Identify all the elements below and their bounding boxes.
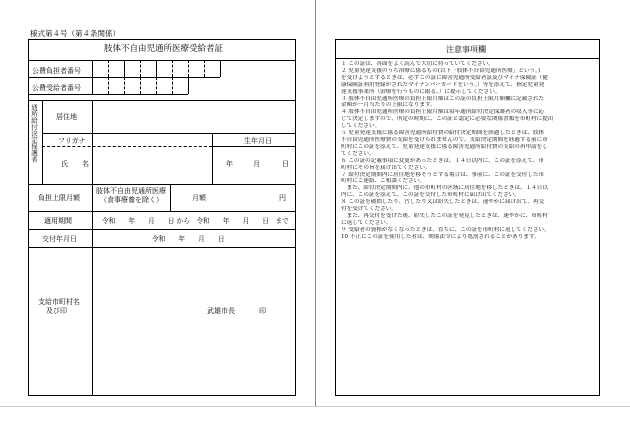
digit-cell xyxy=(108,60,109,77)
digit-cell xyxy=(220,60,221,77)
row-divider xyxy=(28,229,296,230)
digit-cell xyxy=(156,60,157,77)
page-bottom-edge xyxy=(0,406,630,407)
furigana-label: フリガナ xyxy=(58,137,86,145)
name-label: 氏 名 xyxy=(61,160,89,168)
issue-value: 令和 年 月 日 xyxy=(152,235,225,243)
notes-title: 注意事項欄 xyxy=(446,45,486,54)
row-divider xyxy=(28,247,296,248)
certificate-title: 肢体不自由児通所医療受給者証 xyxy=(104,44,224,54)
address-label: 居住地 xyxy=(56,113,77,121)
birth-year-label: 年 xyxy=(226,160,233,168)
note-line: に返してください。 xyxy=(341,219,392,226)
note-line: ９ 受給者の資格がなくなったときは、直ちに、この証を市町村に返してください。 xyxy=(341,226,550,233)
birth-month-label: 月 xyxy=(253,160,260,168)
col-divider xyxy=(212,133,213,184)
col-divider xyxy=(42,100,43,184)
monthly-label: 月額 xyxy=(192,194,206,202)
col-divider xyxy=(92,247,93,396)
row-divider xyxy=(42,133,296,134)
yen-label: 円 xyxy=(279,194,286,202)
limit-label: 負担上限月額 xyxy=(38,194,80,202)
municipality-label-line1: 支給市町村名 xyxy=(38,298,80,306)
digit-cell xyxy=(188,77,189,94)
digit-cell xyxy=(204,60,205,77)
recipient-number-label: 公費受給者番号 xyxy=(32,84,81,92)
note-line: ８ この証を破損したり、汚したり又は紛失したときは、速やかに届け出て、再交 xyxy=(341,199,545,206)
note-line: 町村にご連絡、ご相談ください。 xyxy=(341,178,425,185)
note-line: 達支援事業所（治療を行うものに限る。）に提示してください。 xyxy=(341,88,501,95)
note-line: 金額が一月当たりの上限になります。 xyxy=(341,102,436,109)
note-line: ３ 肢体不自由児通所医療の負担上限月額はこの証の負担上限月額欄に記載された xyxy=(341,95,545,102)
col-divider xyxy=(92,60,93,77)
note-line: てください。 xyxy=(341,150,375,157)
period-value: 令和 年 月 日 から 令和 年 月 日 まで xyxy=(102,217,289,225)
form-number: 様式第４号（第４条関係） xyxy=(30,29,120,38)
col-divider xyxy=(92,100,93,184)
note-line: じて決定しますので、所定の時期に、この証と認定に必要な関係書類を市町村に提出 xyxy=(341,116,554,123)
row-divider xyxy=(28,60,296,61)
notes-body xyxy=(341,61,595,241)
note-line: を受けようとするときは、必ずこの証に障害児通所受給者証及びマイナ保険証（健 xyxy=(341,74,548,81)
note-line: ７ 給付決定期間内に居住地を移そうとする場合は、事前に、この証を交付した市 xyxy=(341,171,545,178)
digit-cell xyxy=(156,77,157,94)
note-line: また、給付決定期間内に、他の市町村の区域に居住地を移したときは、１４日以 xyxy=(341,185,548,192)
digit-cell xyxy=(172,77,173,94)
digit-cell xyxy=(140,77,141,94)
note-line: 不自由児通所医療費の支給を受けられませんので、支給決定期間を経過する前に市 xyxy=(341,136,548,143)
guardian-section-label: 通所給付決定保護者 xyxy=(30,104,38,163)
municipality-label-line2: 及び印 xyxy=(46,307,67,315)
col-divider xyxy=(92,229,93,247)
period-label: 適用期間 xyxy=(44,217,72,225)
row-divider xyxy=(28,211,296,212)
seal-label: 印 xyxy=(259,307,266,315)
note-line: 町村にこの証を添えて、児童発達支援に係る障害児通所給付費の支給の再申請をし xyxy=(341,143,548,150)
note-line: 10 不正にこの証を使用した者は、関係法令により処罰されることがあります。 xyxy=(341,233,540,240)
digit-cell xyxy=(124,60,125,77)
digit-cell xyxy=(124,77,125,94)
note-line: ５ 児童発達支援に係る障害児通所給付費の給付決定期間を経過したときは、肢体 xyxy=(341,130,545,137)
issue-label: 交付年月日 xyxy=(42,235,77,243)
digit-cell xyxy=(140,60,141,77)
birth-day-label: 日 xyxy=(282,160,289,168)
notes-title-divider xyxy=(335,58,600,59)
note-line: 付を受けてください。 xyxy=(341,206,397,213)
note-line: 内に、この証を添えて、この証を交付した市町村に届け出てください。 xyxy=(341,192,520,199)
digit-cell xyxy=(172,60,173,77)
payer-number-label: 公費負担者番号 xyxy=(32,67,81,75)
row-divider xyxy=(28,94,188,95)
limit-desc-line1: 肢体不自由児通所医療 xyxy=(96,187,166,195)
note-line: ４ 肢体不自由児通所医療の負担上限月額は毎年通所給付決定保護者の収入等に応 xyxy=(341,109,545,116)
mayor-label: 武雄市長 xyxy=(207,307,235,315)
note-line: 町村にその旨を届け出てください。 xyxy=(341,164,431,171)
note-line: ６ この証の記載事項に変更があったときは、１４日以内に、この証を添えて、市 xyxy=(341,157,544,164)
col-divider xyxy=(92,184,93,211)
note-line: 康保険証利用登録がされたマイナンバーカードをいう。）等を添えて、指定児童発 xyxy=(341,81,545,88)
row-divider xyxy=(28,184,296,185)
note-line: また、再交付を受けた後、紛失したこの証を発見したときは、速やかに、市町村 xyxy=(341,212,548,219)
row-divider xyxy=(42,146,212,147)
col-divider xyxy=(92,211,93,229)
limit-desc-line2: （食事療養を除く） xyxy=(100,196,163,204)
note-line: ２ 児童発達支援のうち治療に係るもの(以下「肢体不自由児通所医療」という。) xyxy=(341,67,541,74)
row-divider xyxy=(212,146,296,147)
row-divider xyxy=(28,100,296,101)
col-divider xyxy=(92,77,93,94)
digit-cell xyxy=(188,60,189,77)
birthdate-label: 生年月日 xyxy=(244,137,272,145)
note-line: １ この証は、各面をよく読んで大切に持っていてください。 xyxy=(341,61,494,67)
note-line: してください。 xyxy=(341,123,381,130)
digit-cell xyxy=(108,77,109,94)
col-divider xyxy=(170,184,171,211)
fold-line xyxy=(315,0,316,407)
